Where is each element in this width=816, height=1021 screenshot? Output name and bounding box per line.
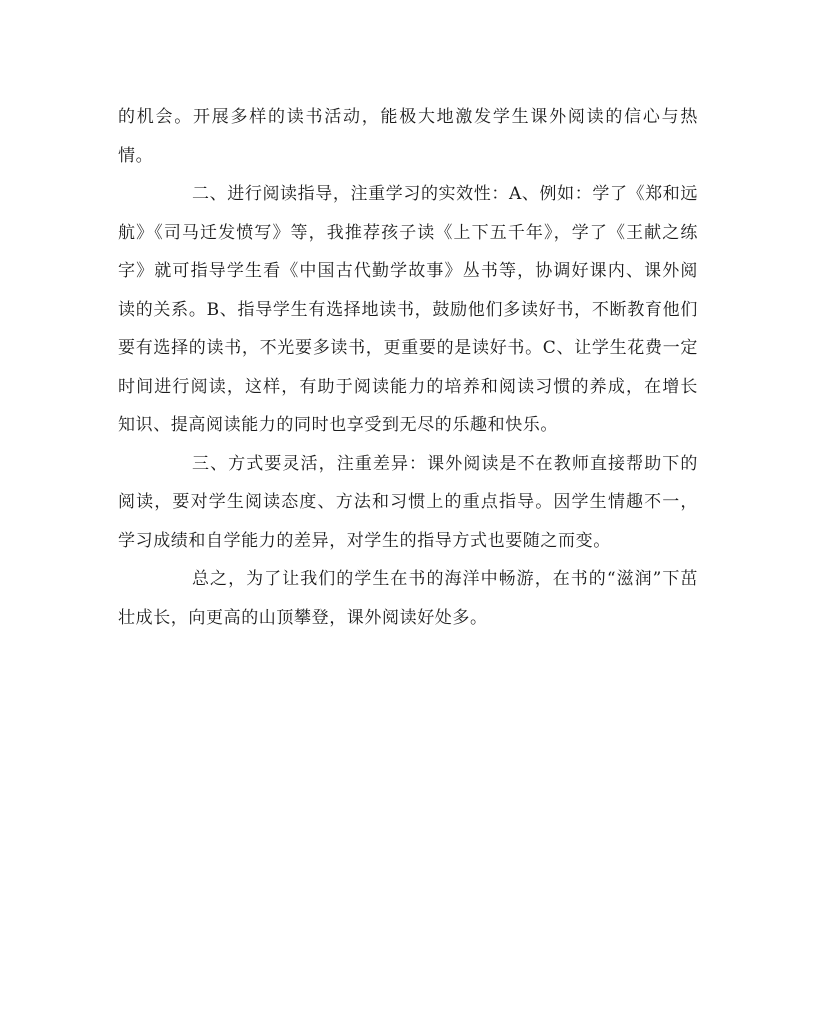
paragraph-flexible-methods: 三、方式要灵活，注重差异：课外阅读是不在教师直接帮助下的阅读，要对学生阅读态度、方法和习惯上的重点指导。因学生情趣不一，学习成绩和自学能力的差异，对学生的指导方式也要随之而变。: [118, 453, 698, 551]
document-body: [118, 98, 698, 637]
paragraph-conclusion: 总之，为了让我们的学生在书的海洋中畅游，在书的“滋润”下茁壮成长，向更高的山顶攀登，课外阅读好处多。: [118, 569, 698, 628]
paragraph-continuation: 的机会。开展多样的读书活动，能极大地激发学生课外阅读的信心与热情。: [118, 107, 698, 166]
paragraph-reading-guidance: 二、进行阅读指导，注重学习的实效性：A、例如：学了《郑和远航》《司马迁发愤写》等，我推荐孩子读《上下五千年》，学了《王献之练字》就可指导学生看《中国古代勤学故事》丛书等，协调好课内、课外阅读的关系。B、指导学生有选择地读书，鼓励他们多读好书，不断教育他们要有选择的读书，不光要多读书，更重要的是读好书。C、让学生花费一定时间进行阅读，这样，有助于阅读能力的培养和阅读习惯的养成，在增长知识、提高阅读能力的同时也享受到无尽的乐趣和快乐。: [118, 184, 698, 435]
